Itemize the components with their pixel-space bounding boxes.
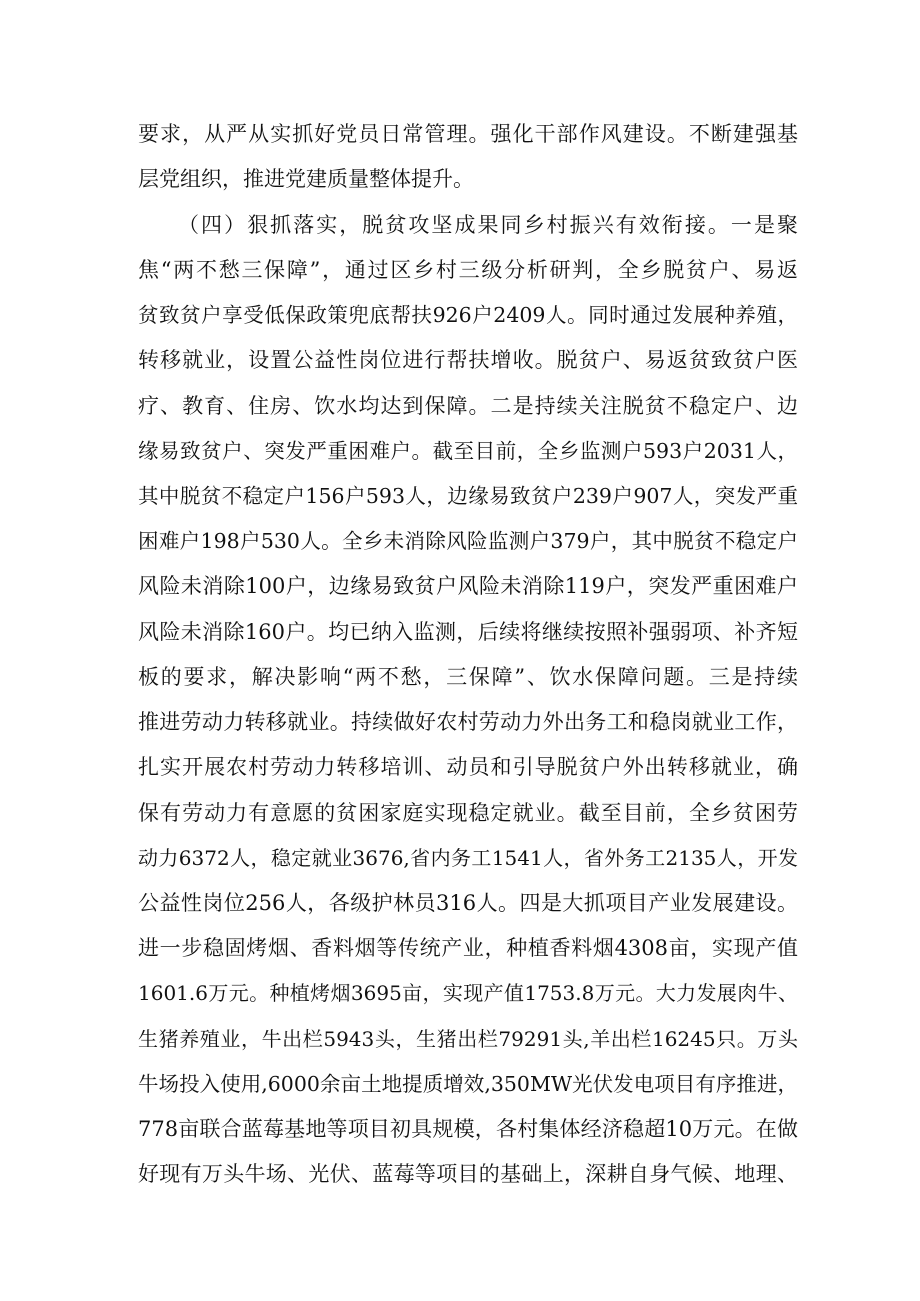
text-line: 贫致贫户享受低保政策兜底帮扶926户2409人。同时通过发展种养殖，	[138, 303, 798, 327]
text-line: 其中脱贫不稳定户156户593人，边缘易致贫户239户907人，突发严重	[138, 484, 798, 508]
text-line: 1601.6万元。种植烤烟3695亩，实现产值1753.8万元。大力发展肉牛、	[138, 981, 798, 1005]
text-line: 778亩联合蓝莓基地等项目初具规模，各村集体经济稳超10万元。在做	[138, 1117, 798, 1141]
text-line: 推进劳动力转移就业。持续做好农村劳动力外出务工和稳岗就业工作，	[138, 710, 798, 734]
text-line: 板的要求，解决影响“两不愁，三保障”、饮水保障问题。三是持续	[138, 665, 798, 689]
text-line: 扎实开展农村劳动力转移培训、动员和引导脱贫户外出转移就业，确	[138, 755, 798, 779]
text-line: 公益性岗位256人，各级护林员316人。四是大抓项目产业发展建设。	[138, 891, 798, 915]
text-line: 转移就业，设置公益性岗位进行帮扶增收。脱贫户、易返贫致贫户医	[138, 348, 798, 372]
text-line: 层党组织，推进党建质量整体提升。	[138, 167, 474, 191]
text-line: 焦“两不愁三保障”，通过区乡村三级分析研判，全乡脱贫户、易返	[138, 258, 798, 282]
text-line: 好现有万头牛场、光伏、蓝莓等项目的基础上，深耕自身气候、地理、	[138, 1162, 798, 1186]
text-line: 缘易致贫户、突发严重困难户。截至目前，全乡监测户593户2031人，	[138, 439, 798, 463]
text-line: 生猪养殖业，牛出栏5943头，生猪出栏79291头,羊出栏16245只。万头	[138, 1027, 798, 1051]
text-line: 牛场投入使用,6000余亩土地提质增效,350MW光伏发电项目有序推进，	[138, 1072, 798, 1096]
text-line: 疗、教育、住房、饮水均达到保障。二是持续关注脱贫不稳定户、边	[138, 394, 798, 418]
text-line: 动力6372人，稳定就业3676,省内务工1541人，省外务工2135人，开发	[138, 846, 798, 870]
section-heading-line: （四）狠抓落实，脱贫攻坚成果同乡村振兴有效衔接。一是聚	[178, 213, 798, 237]
text-line: 进一步稳固烤烟、香料烟等传统产业，种植香料烟4308亩，实现产值	[138, 936, 798, 960]
text-line: 风险未消除160户。均已纳入监测，后续将继续按照补强弱项、补齐短	[138, 620, 798, 644]
text-line: 保有劳动力有意愿的贫困家庭实现稳定就业。截至目前，全乡贫困劳	[138, 801, 798, 825]
text-line: 困难户198户530人。全乡未消除风险监测户379户，其中脱贫不稳定户	[138, 529, 798, 553]
text-line: 要求，从严从实抓好党员日常管理。强化干部作风建设。不断建强基	[138, 122, 798, 146]
text-line: 风险未消除100户，边缘易致贫户风险未消除119户，突发严重困难户	[138, 574, 798, 598]
